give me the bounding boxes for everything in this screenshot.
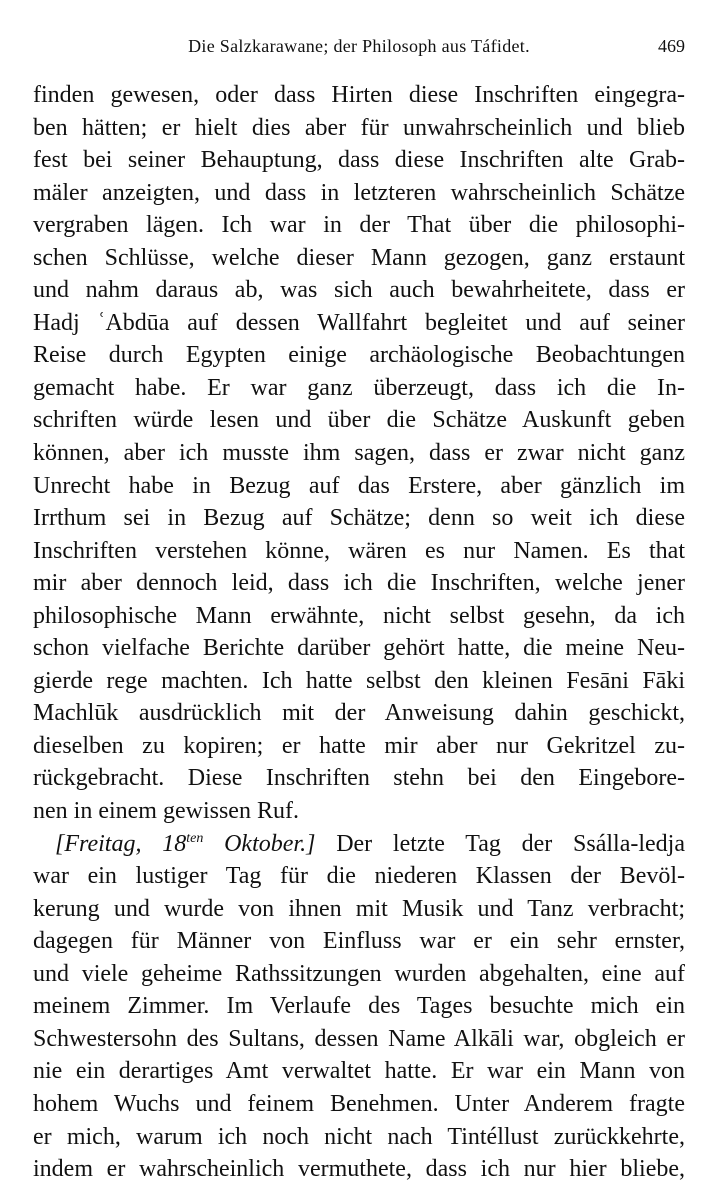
running-title: Die Salzkarawane; der Philosoph aus Táfidet. <box>188 36 530 56</box>
date-open: [Freitag, 18 <box>55 830 187 857</box>
text-line: gemacht habe. Er war ganz überzeugt, dass ich die In- <box>33 374 685 401</box>
text-line: können, aber ich musste ihm sagen, dass er zwar nicht ganz <box>33 440 685 467</box>
text-line: und nahm daraus ab, was sich auch bewahrheitete, dass er <box>33 277 685 304</box>
text-line: kerung und wurde von ihnen mit Musik und Tanz verbracht; <box>33 895 685 922</box>
date-heading <box>55 831 315 857</box>
text-line: dieselben zu kopiren; er hatte mir aber nur Gekritzel zu- <box>33 732 685 759</box>
text-line: Irrthum sei in Bezug auf Schätze; denn so weit ich diese <box>33 505 685 532</box>
text-line: nie ein derartiges Amt verwaltet hatte. Er war ein Mann von <box>33 1058 685 1085</box>
text-line: Reise durch Egypten einige archäologische Beobachtungen <box>33 342 685 369</box>
date-close: Oktober.] <box>203 830 316 857</box>
text-line: mir aber dennoch leid, dass ich die Inschriften, welche jener <box>33 570 685 597</box>
page-number: 469 <box>658 36 685 56</box>
text-line: meinem Zimmer. Im Verlaufe des Tages besuchte mich ein <box>33 993 685 1020</box>
text-line: dagegen für Männer von Einfluss war er ein sehr ernster, <box>33 928 685 955</box>
text-line: fest bei seiner Behauptung, dass diese Inschriften alte Grab- <box>33 147 685 174</box>
text-line: philosophische Mann erwähnte, nicht selbst gesehn, da ich <box>33 602 685 629</box>
text-line: Machlūk ausdrücklich mit der Anweisung dahin geschickt, <box>33 700 685 727</box>
text-line: gierde rege machten. Ich hatte selbst den kleinen Fesāni Fāki <box>33 667 685 694</box>
text-line: rückgebracht. Diese Inschriften stehn bei den Eingebore- <box>33 765 685 792</box>
text-line: schon vielfache Berichte darüber gehört hatte, die meine Neu- <box>33 635 685 662</box>
paragraph-first-line <box>33 828 685 861</box>
page-header <box>33 36 685 64</box>
body-text <box>33 79 685 1186</box>
text-line: Hadj ʿAbdūa auf dessen Wallfahrt begleitet und auf seiner <box>33 309 685 336</box>
text-line: Schwestersohn des Sultans, dessen Name Alkāli war, obgleich er <box>33 1025 685 1052</box>
text-line: Inschriften verstehen könne, wären es nur Namen. Es that <box>33 537 685 564</box>
text-line: und viele geheime Rathssitzungen wurden abgehalten, eine auf <box>33 960 685 987</box>
text-line: schriften würde lesen und über die Schätze Auskunft geben <box>33 407 685 434</box>
text-line: Unrecht habe in Bezug auf das Erstere, aber gänzlich im <box>33 472 685 499</box>
text-line: indem er wahrscheinlich vermuthete, dass ich nur hier bliebe, <box>33 1156 685 1183</box>
text-line: finden gewesen, oder dass Hirten diese Inschriften eingegra- <box>33 82 685 108</box>
text-line: schen Schlüsse, welche dieser Mann gezogen, ganz erstaunt <box>33 244 685 271</box>
text-line: hohem Wuchs und feinem Benehmen. Unter Anderem fragte <box>33 1090 685 1117</box>
date-superscript: ten <box>186 830 204 846</box>
text-line: ben hätten; er hielt dies aber für unwahrscheinlich und blieb <box>33 114 685 141</box>
first-line-text: Der letzte Tag der Ssálla-ledja <box>315 830 686 857</box>
text-line: war ein lustiger Tag für die niederen Klassen der Bevöl- <box>33 863 685 890</box>
text-line: mäler anzeigten, und dass in letzteren wahrscheinlich Schätze <box>33 179 685 206</box>
text-line: nen in einem gewissen Ruf. <box>33 798 299 825</box>
text-line: er mich, warum ich noch nicht nach Tintéllust zurückkehrte, <box>33 1123 685 1150</box>
text-line: vergraben lägen. Ich war in der That über die philosophi- <box>33 212 685 239</box>
